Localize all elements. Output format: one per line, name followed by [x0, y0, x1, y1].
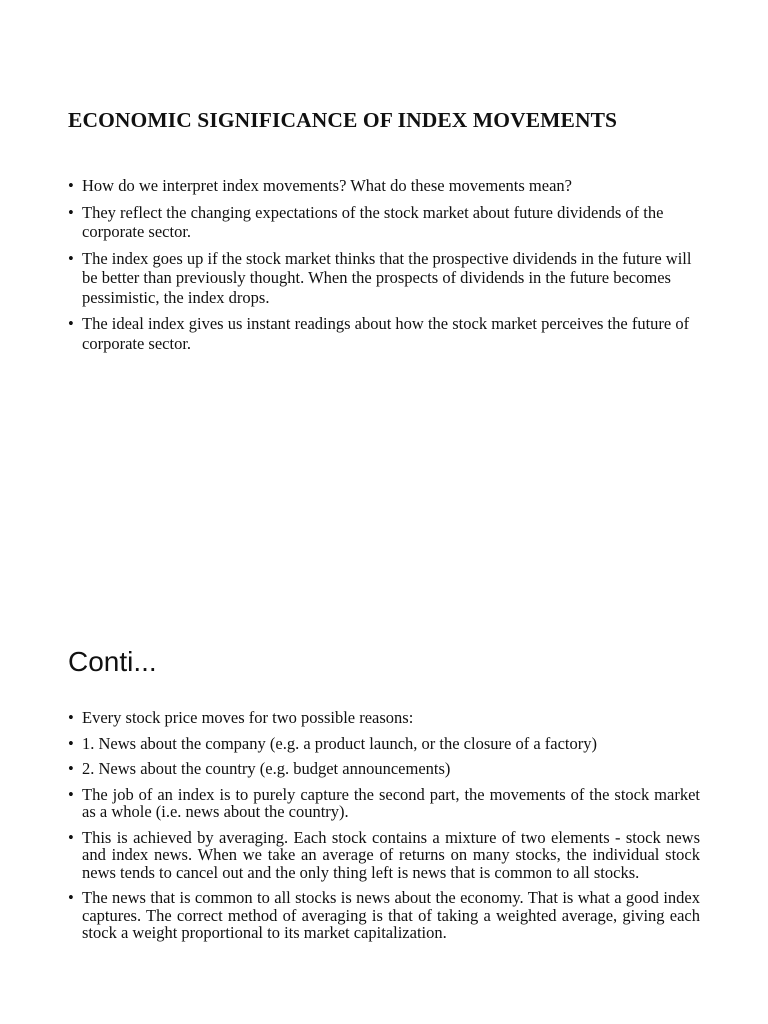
slide-continued: [0, 512, 768, 1024]
bullet-item: • The ideal index gives us instant readings about how the stock market perceives the future of corporate sector.: [68, 314, 700, 353]
bullet-item: • The news that is common to all stocks is news about the economy. That is what a good index captures. The correct method of averaging is that of taking a weighted average, giving each stock a weight proportional to its market capitalization.: [68, 889, 700, 942]
bullet-item: • 2. News about the country (e.g. budget announcements): [68, 760, 700, 778]
bullet-item: • They reflect the changing expectations of the stock market about future dividends of the corporate sector.: [68, 203, 700, 242]
bullet-item: • 1. News about the company (e.g. a product launch, or the closure of a factory): [68, 735, 700, 753]
slide-title: ECONOMIC SIGNIFICANCE OF INDEX MOVEMENTS: [68, 108, 618, 132]
bullet-list: [68, 709, 700, 950]
bullet-item: • This is achieved by averaging. Each stock contains a mixture of two elements - stock news and index news. When we take an average of returns on many stocks, the individual stock news tends to cancel out and the only thing left is news that is common to all stocks.: [68, 829, 700, 882]
bullet-item: • The job of an index is to purely capture the second part, the movements of the stock market as a whole (i.e. news about the country).: [68, 786, 700, 821]
bullet-item: • How do we interpret index movements? What do these movements mean?: [68, 176, 700, 196]
bullet-item: • The index goes up if the stock market thinks that the prospective dividends in the future will be better than previously thought. When the prospects of dividends in the future becomes pessimistic, the index drops.: [68, 249, 700, 308]
bullet-list: [68, 176, 700, 360]
bullet-item: • Every stock price moves for two possible reasons:: [68, 709, 700, 727]
slide-title: Conti...: [68, 646, 157, 677]
